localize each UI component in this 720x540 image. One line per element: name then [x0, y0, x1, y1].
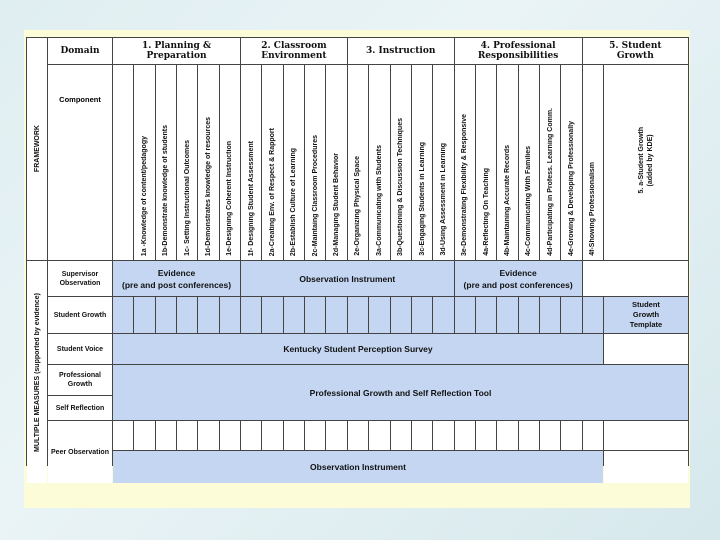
empty-cell	[455, 421, 475, 450]
empty-cell	[540, 421, 560, 450]
empty-cell	[476, 421, 496, 450]
component-cell	[412, 65, 432, 260]
component-cell	[134, 65, 154, 260]
student-growth-cell	[391, 297, 411, 333]
empty-cell	[391, 421, 411, 450]
student-growth-cell	[241, 297, 261, 333]
empty-cell	[326, 421, 346, 450]
component-label: 1c- Setting Instructional Outcomes	[183, 140, 191, 256]
component-label: 4c-Communicating With Families	[525, 145, 533, 256]
domain-4-header	[455, 38, 582, 64]
student-growth-cell	[220, 297, 240, 333]
domain-5-line2: Growth	[616, 51, 654, 61]
domain-1-header	[113, 38, 240, 64]
component-cell	[326, 65, 346, 260]
student-growth-cell	[412, 297, 432, 333]
component-label: 2e-Organizing Physical Space	[354, 156, 362, 256]
component-label: 2b-Establish Culture of Learning	[290, 147, 298, 256]
domain-5-line1: 5. Student	[609, 41, 662, 51]
component-label: 1d-Demonstrates knowledge of resources	[205, 116, 213, 256]
empty-cell	[412, 421, 432, 450]
component-cell	[177, 65, 197, 260]
domain-header	[48, 38, 112, 64]
evidence-band-right	[455, 261, 582, 296]
component-cell	[519, 65, 539, 260]
empty-cell	[241, 421, 261, 450]
student-growth-cell	[519, 297, 539, 333]
empty-cell	[156, 421, 176, 450]
component-cell	[369, 65, 389, 260]
measure-label: Student Growth	[53, 311, 107, 319]
student-growth-template	[604, 297, 688, 333]
student-growth-cell	[561, 297, 581, 333]
empty-cell	[177, 421, 197, 450]
evidence-band-left	[113, 261, 240, 296]
empty-cell	[113, 421, 133, 450]
student-growth-cell	[540, 297, 560, 333]
domain-2-line2: Environment	[261, 51, 327, 61]
domain-3-line1: 3. Instruction	[365, 46, 436, 56]
component-cell	[220, 65, 240, 260]
component-cell	[561, 65, 581, 260]
component-header	[48, 65, 112, 260]
student-growth-cell	[198, 297, 218, 333]
measure-student-growth	[48, 297, 112, 333]
student-growth-cell	[583, 297, 603, 333]
component-label: 3e-Demonstrating Flexibility & Responsive	[461, 114, 469, 256]
component-cell	[391, 65, 411, 260]
student-growth-cell	[348, 297, 368, 333]
component-label: 2a-Creating Env. of Respect & Rapport	[269, 127, 277, 256]
student-growth-cell	[156, 297, 176, 333]
component-cell	[198, 65, 218, 260]
component-label: 4b-Maintaining Accurate Records	[503, 145, 511, 256]
student-growth-cell	[177, 297, 197, 333]
framework-table	[26, 37, 689, 472]
component-cell	[455, 65, 475, 260]
component-cell	[476, 65, 496, 260]
empty-cell	[305, 421, 325, 450]
measure-label: Peer Observation	[51, 448, 109, 456]
component-label: 4f-Showing Professionalism	[589, 162, 597, 256]
component-header-text: Component	[59, 95, 101, 104]
component-cell	[156, 65, 176, 260]
measure-supervisor-observation	[48, 261, 112, 296]
empty-cell	[369, 421, 389, 450]
student-growth-cell	[284, 297, 304, 333]
evidence-right-line2: (pre and post conferences)	[463, 279, 573, 290]
domain-3-header	[348, 38, 454, 64]
student-growth-cell	[305, 297, 325, 333]
measure-professional-growth	[48, 365, 112, 395]
evidence-left-line2: (pre and post conferences)	[121, 279, 232, 290]
component-5a-line1: 5. a-Student Growth	[637, 127, 645, 194]
component-label: 1e-Designing Coherent Instruction	[226, 141, 234, 256]
empty-cell	[583, 421, 603, 450]
component-label: 1b-Demonstrate knowledge of students	[162, 124, 170, 256]
student-growth-cell	[433, 297, 453, 333]
evidence-right-line1: Evidence	[499, 267, 537, 278]
domain-2-line1: 2. Classroom	[261, 41, 327, 51]
template-line2: Growth	[632, 310, 660, 319]
component-label: 3a-Communicating with Students	[375, 145, 383, 256]
pgsr-tool-band	[113, 365, 688, 420]
component-cell	[583, 65, 603, 260]
measure-peer-observation	[48, 421, 112, 483]
pgsr-tool-text: Professional Growth and Self Reflection Tool	[309, 387, 492, 398]
student-growth-cell	[262, 297, 282, 333]
domain-5-header	[583, 38, 688, 64]
component-cell	[497, 65, 517, 260]
measures-label-text: MULTIPLE MEASURES (supported by evidence)	[33, 292, 41, 452]
measures-side-label	[27, 261, 47, 483]
observation-instrument-text: Observation Instrument	[299, 273, 396, 284]
student-growth-cell	[113, 297, 133, 333]
empty-cell	[604, 421, 688, 450]
framework-label-text: FRAMEWORK	[33, 125, 41, 173]
component-spacer	[113, 65, 133, 260]
student-growth-cell	[476, 297, 496, 333]
component-label: 2c-Maintaing Classroom Procedures	[311, 134, 319, 256]
student-growth-cell	[134, 297, 154, 333]
component-label: 3d-Using Assessment in Learning	[439, 143, 447, 256]
component-cell	[305, 65, 325, 260]
component-5a-line2: (added by KDE)	[646, 134, 654, 187]
empty-cell	[604, 334, 688, 364]
component-label: 3c-Engaging Students in Learning	[418, 142, 426, 256]
peer-observation-text: Observation Instrument	[310, 462, 406, 472]
empty-cell	[348, 421, 368, 450]
component-label: 4e-Growing & Developing Professionally	[567, 121, 575, 256]
component-5a	[604, 65, 688, 260]
measure-label: Self Reflection	[55, 404, 105, 412]
component-cell	[241, 65, 261, 260]
component-cell	[540, 65, 560, 260]
empty-cell	[220, 421, 240, 450]
kentucky-survey-band	[113, 334, 603, 364]
domain-4-line2: Responsibilities	[477, 51, 559, 61]
student-growth-cell	[326, 297, 346, 333]
student-growth-cell	[455, 297, 475, 333]
student-growth-cell	[497, 297, 517, 333]
empty-cell	[262, 421, 282, 450]
peer-observation-band	[113, 451, 603, 483]
empty-cell	[198, 421, 218, 450]
measure-label: Student Voice	[56, 345, 104, 353]
component-cell	[348, 65, 368, 260]
component-label: 1a -Knowledge of content/pedagogy	[141, 135, 149, 256]
empty-cell	[497, 421, 517, 450]
template-line1: Student	[632, 300, 660, 309]
measure-self-reflection	[48, 396, 112, 420]
student-growth-cell	[369, 297, 389, 333]
component-label: 4d-Participating in Profess. Learning Comm.	[546, 108, 554, 256]
measure-label: Supervisor Observation	[59, 270, 101, 287]
template-line3: Template	[629, 320, 663, 329]
empty-cell	[284, 421, 304, 450]
empty-cell	[583, 261, 688, 296]
empty-cell	[561, 421, 581, 450]
component-cell	[284, 65, 304, 260]
component-cell	[433, 65, 453, 260]
kentucky-survey-text: Kentucky Student Perception Survey	[283, 344, 433, 354]
component-label: 2d-Managing Student Behavior	[333, 152, 341, 256]
domain-1-line1: 1. Planning &	[141, 41, 212, 51]
component-label: 3b-Questioning & Discussion Techniques	[397, 118, 405, 256]
evidence-left-line1: Evidence	[157, 267, 196, 278]
empty-cell	[604, 451, 688, 483]
component-label: 1f- Designing Student Assessment	[247, 140, 255, 256]
component-label: 4a-Reflecting On Teaching	[482, 168, 490, 256]
empty-cell	[519, 421, 539, 450]
domain-1-line2: Preparation	[146, 51, 207, 61]
empty-cell	[433, 421, 453, 450]
domain-header-text: Domain	[60, 46, 100, 56]
domain-2-header	[241, 38, 347, 64]
measure-student-voice	[48, 334, 112, 364]
measure-label: Professional Growth	[58, 372, 101, 388]
component-cell	[262, 65, 282, 260]
domain-4-line1: 4. Professional	[480, 41, 556, 51]
observation-instrument-band	[241, 261, 453, 296]
framework-side-label	[27, 38, 47, 260]
empty-cell	[134, 421, 154, 450]
